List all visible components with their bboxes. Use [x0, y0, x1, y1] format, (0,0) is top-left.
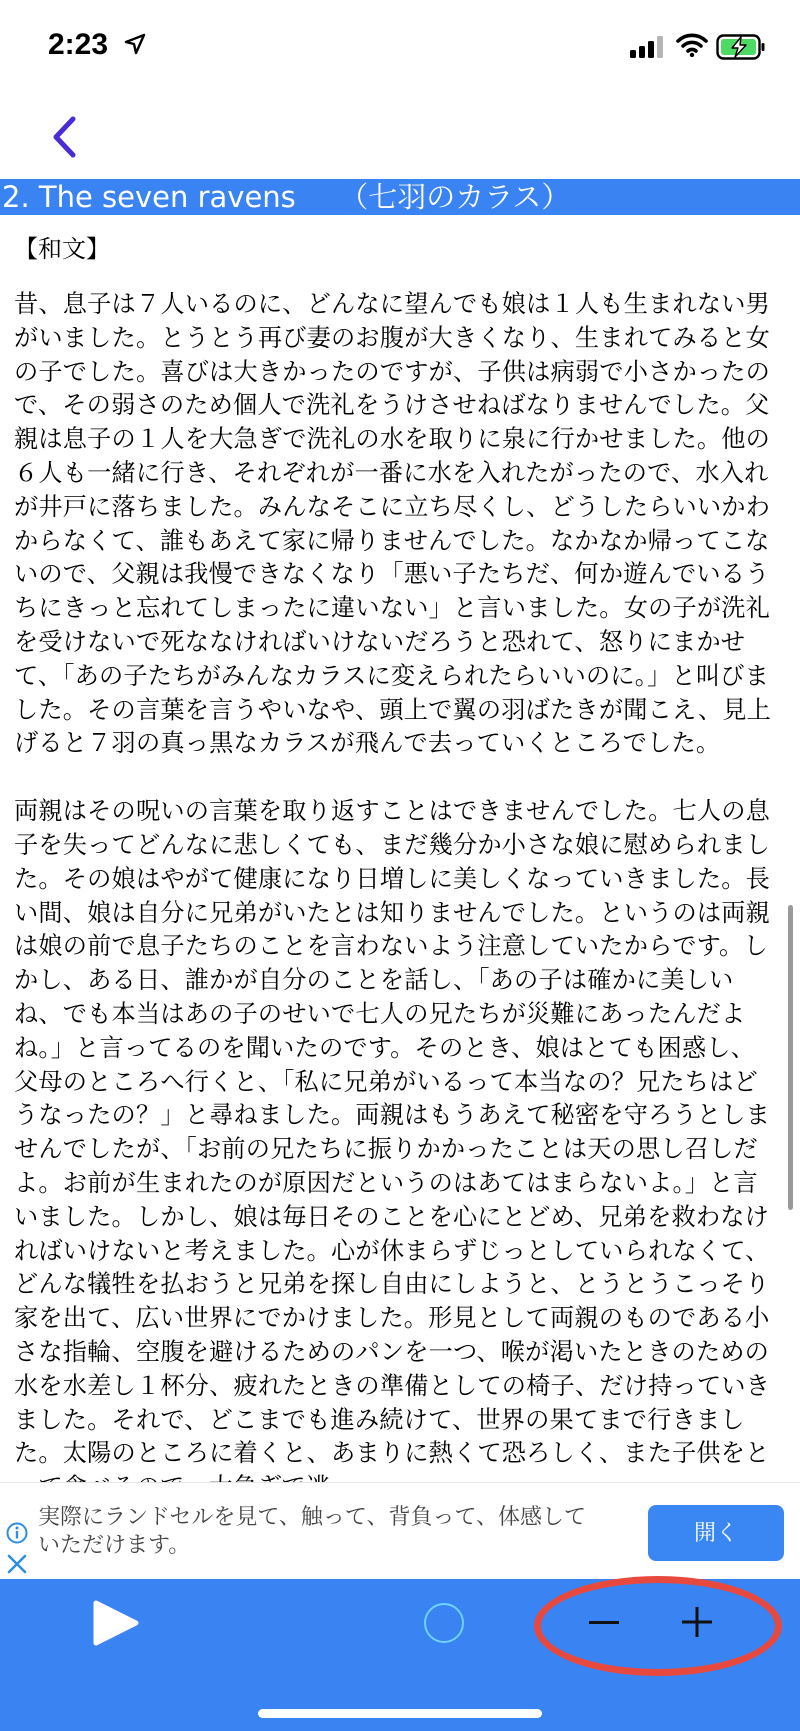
back-button[interactable] [44, 112, 84, 162]
ad-open-button[interactable]: 開く [648, 1505, 784, 1561]
scrollbar[interactable] [788, 905, 793, 1210]
paragraph: 両親はその呪いの言葉を取り返すことはできませんでした。七人の息子を失ってどんなに悲しくても、まだ幾分か小さな娘に慰められました。その娘はやがて健康になり日増しに美しくなっていきました。長い間、娘は自分に兄弟がいたとは知りませんでした。というのは両親は娘の前で息子たちのことを言わないよう注意していたからです。しかし、ある日、誰かが自分のことを話し、「あの子は確かに美しいね、でも本当はあの子のせいで七人の兄たちが災難にあったんだよね。」と言ってるのを聞いたのです。そのとき、娘はとても困惑し、父母のところへ行くと、「私に兄弟がいるって本当なの？兄たちはどうなったの？」と尋ねました。両親はもうあえて秘密を守ろうとしませんでしたが、「お前の兄たちに振りかかったことは天の思し召しだよ。お前が生まれたのが原因だというのはあてはまらないよ。」と言いました。しかし、娘は毎日そのことを心にとどめ、兄弟を救わなければいけないと考えました。心が休まらずじっとしていられなくて、どんな犠牲を払おうと兄弟を探し自由にしようと、とうとうこっそり家を出て、広い世界にでかけました。形見として両親のものである小さな指輪、空腹を避けるためのパンを一つ、喉が渇いたときのための水を水差し１杯分、疲れたときの準備としての椅子、だけ持っていきました。それで、どこまでも進み続けて、世界の果てまで行きました。太陽のところに着くと、あまりに熱くて恐ろしく、また子供をと [14, 797, 771, 1468]
chapter-title: 2. The seven ravens （七羽のカラス） [2, 180, 571, 214]
highlight-annotation [534, 1576, 782, 1676]
battery-charging-icon [716, 34, 766, 60]
loading-circle-icon [424, 1603, 464, 1643]
status-time: 2:23 [48, 28, 109, 61]
section-label: 【和文】 [14, 235, 110, 263]
ad-text: 実際にランドセルを見て、触って、背負って、体感していただけます。 [38, 1505, 587, 1558]
paragraph: 昔、息子は７人いるのに、どんなに望んでも娘は１人も生まれない男がいました。とうとう再び妻のお腹が大きくなり、生まれてみると女の子でした。喜びは大きかったのですが、子供は病弱で小さかったので、その弱さのため個人で洗礼をうけさせねばなりませんでした。父親は息子の１人を大急ぎで洗礼の水を取りに泉に行かせました。他の６人も一緒に行き、それぞれが一番に水を入れたがったので、水入れが井戸に落ちました。みんなそこに立ち尽くし、どうしたらいいかわからなくて、誰もあえて家に帰りませんでした。なかなか帰ってこないので、父親は我慢できなくなり「悪い子たちだ、何か遊んでいるうちにきっと忘れてしまったに違いない」と言いました。女の子が洗礼を受けないで死ななければいけないだろうと恐れて、怒りにまかせて、「あの子たちがみんなカラスに変えられたらいいのに。」と叫びました。その言葉を言うやいなや、頭上で翼の羽ばたきが聞こえ、見上げると７羽の真っ黒なカラスが飛んで去っていくところでした。 [14, 290, 771, 758]
location-arrow-icon [124, 33, 146, 55]
status-bar [0, 0, 800, 95]
wifi-icon [676, 33, 708, 57]
cellular-signal-icon [630, 36, 666, 58]
info-icon[interactable] [6, 1522, 28, 1544]
home-indicator [258, 1709, 542, 1718]
chapter-title-bar [0, 179, 800, 215]
play-icon[interactable] [90, 1597, 142, 1649]
close-icon[interactable] [6, 1553, 28, 1575]
story-text [14, 288, 772, 1505]
